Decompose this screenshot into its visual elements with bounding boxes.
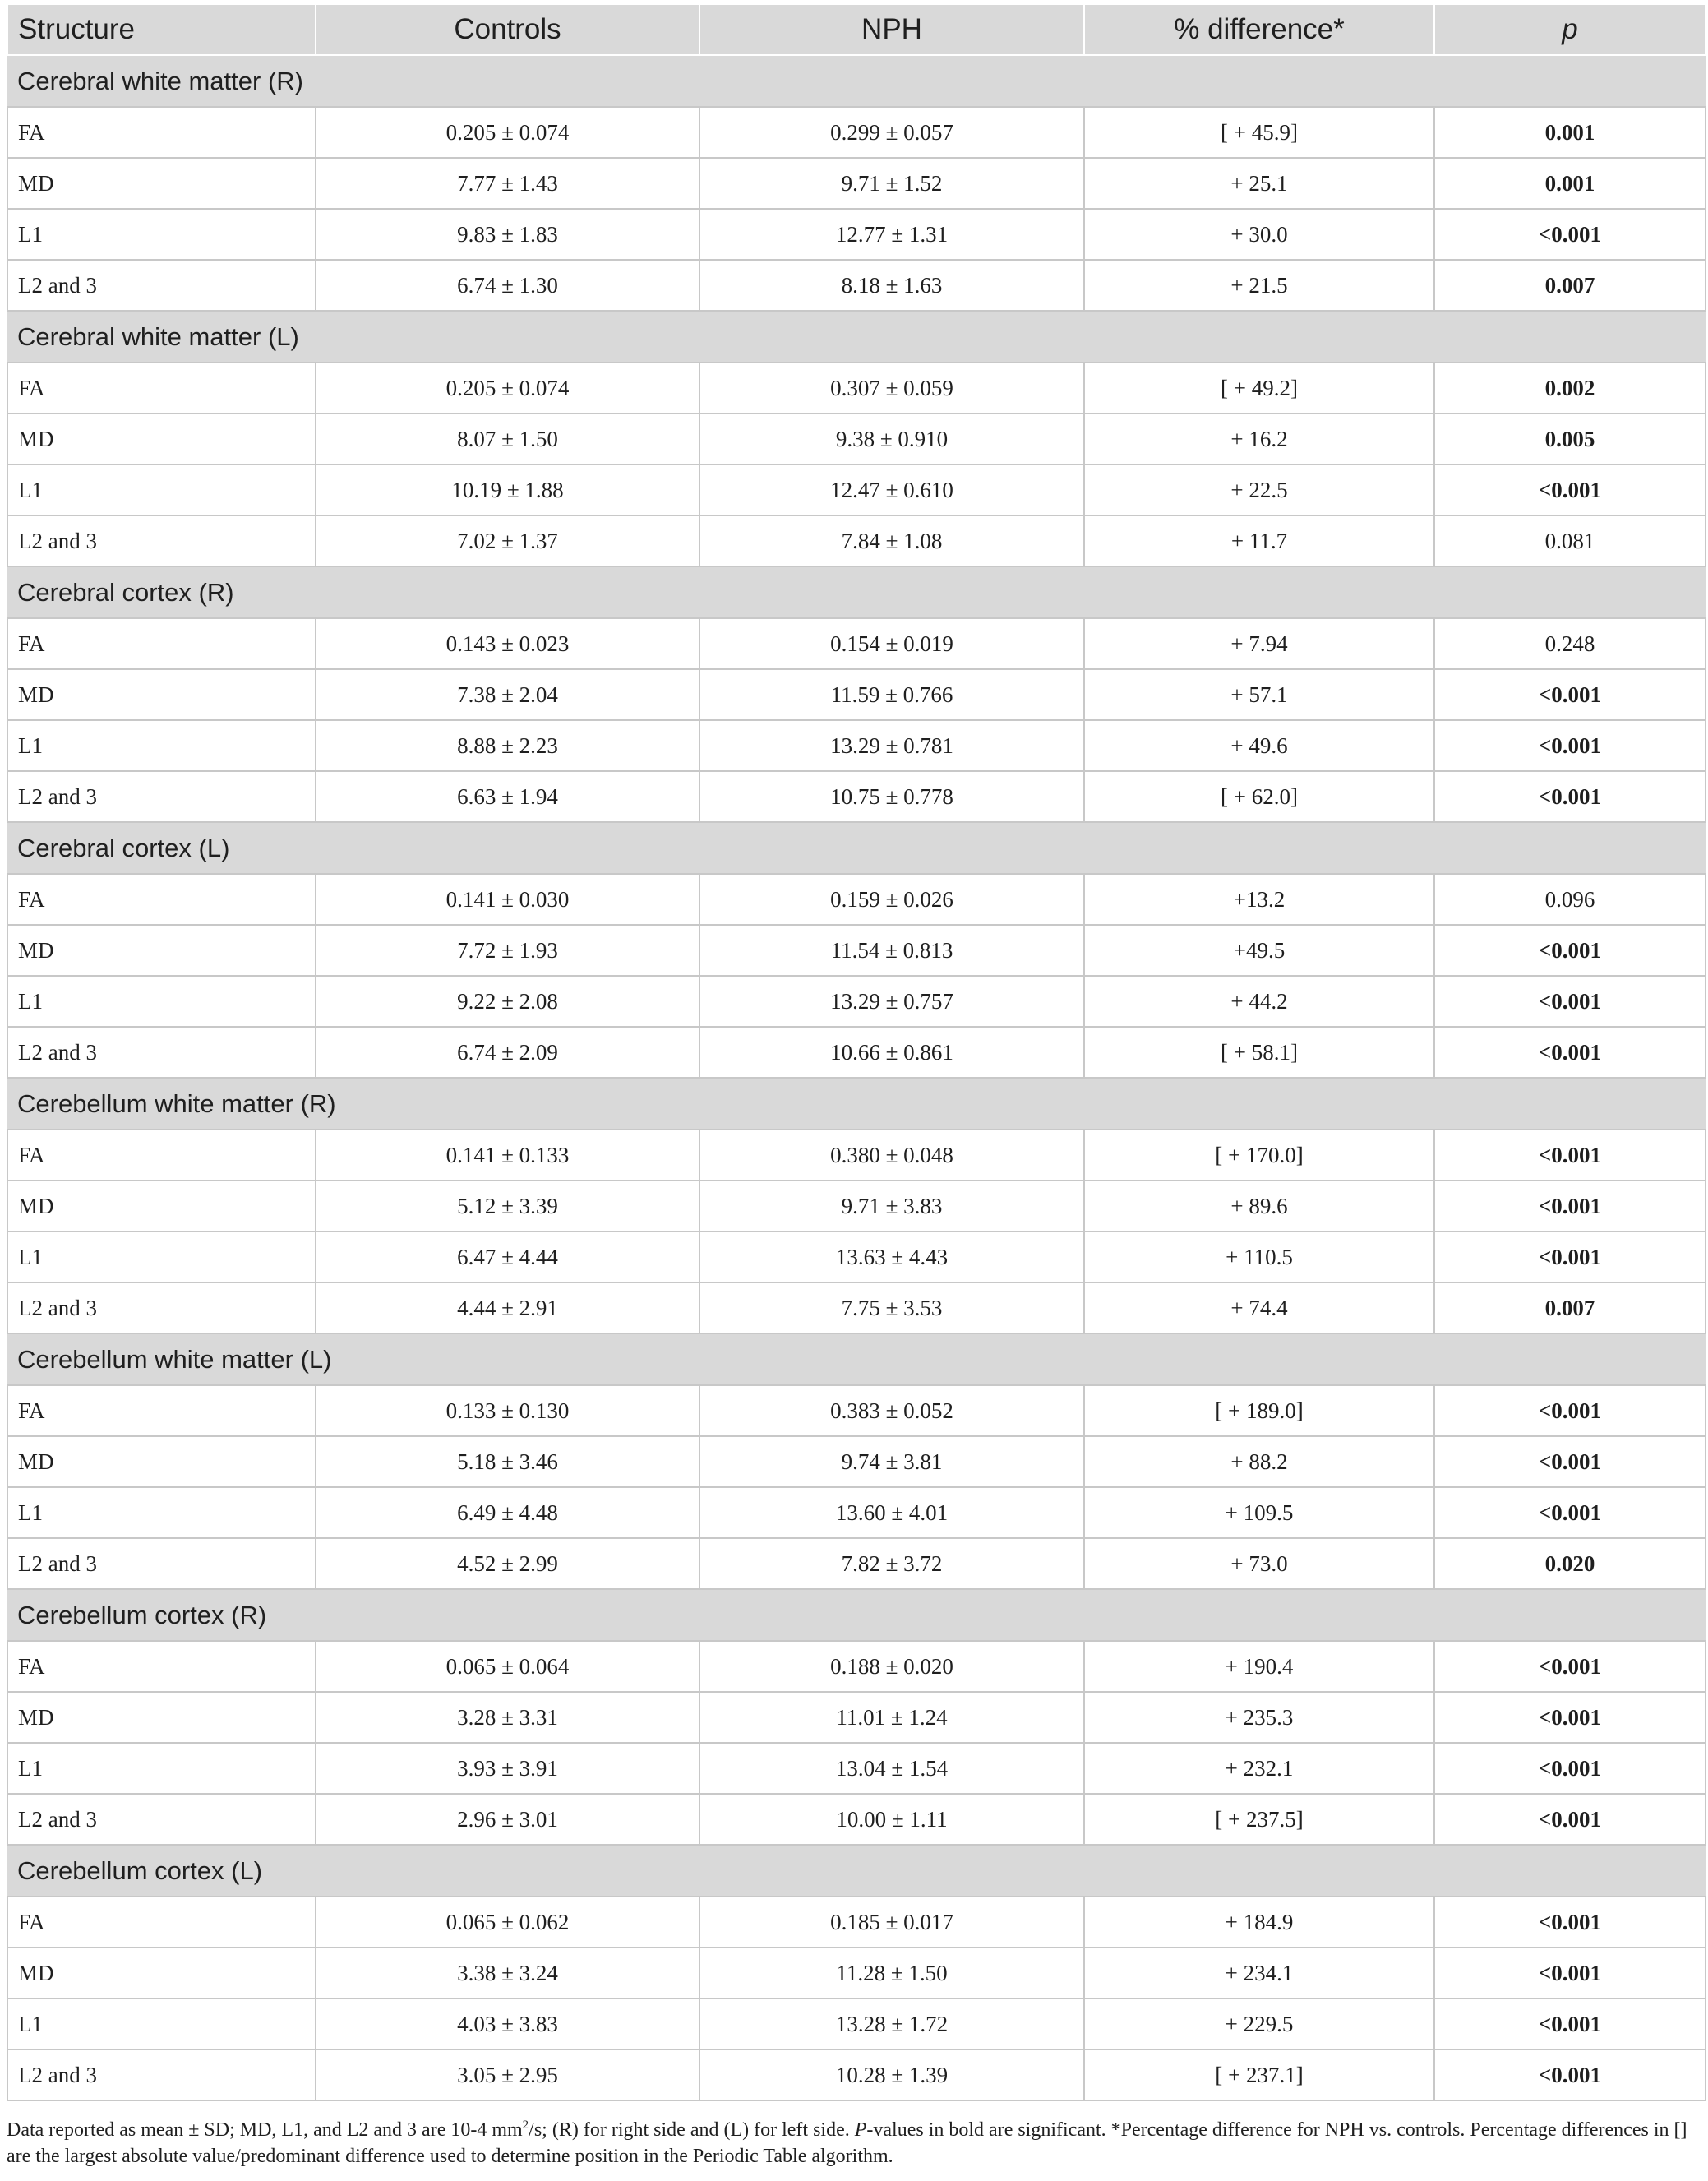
- controls-cell: 7.77 ± 1.43: [316, 158, 699, 209]
- table-row: [7, 618, 1706, 669]
- table-row: [7, 669, 1706, 720]
- difference-cell: + 110.5: [1084, 1231, 1434, 1282]
- difference-cell: + 57.1: [1084, 669, 1434, 720]
- controls-cell: 5.12 ± 3.39: [316, 1181, 699, 1231]
- controls-cell: 3.05 ± 2.95: [316, 2049, 699, 2100]
- group-title: Cerebellum cortex (L): [7, 1845, 1706, 1897]
- metric-cell: L1: [7, 209, 316, 260]
- nph-cell: 0.383 ± 0.052: [699, 1385, 1084, 1436]
- difference-cell: + 190.4: [1084, 1641, 1434, 1692]
- footnote-p-italic: P: [854, 2119, 867, 2141]
- nph-cell: 10.66 ± 0.861: [699, 1027, 1084, 1078]
- controls-cell: 2.96 ± 3.01: [316, 1794, 699, 1845]
- p-value-cell: 0.001: [1434, 158, 1706, 209]
- p-value-cell: 0.248: [1434, 618, 1706, 669]
- nph-cell: 9.71 ± 3.83: [699, 1181, 1084, 1231]
- difference-cell: + 30.0: [1084, 209, 1434, 260]
- p-value-cell: 0.007: [1434, 260, 1706, 311]
- group-header-row: [7, 55, 1706, 107]
- table-row: [7, 1692, 1706, 1743]
- p-value-cell: 0.001: [1434, 107, 1706, 158]
- difference-cell: + 25.1: [1084, 158, 1434, 209]
- metric-cell: FA: [7, 363, 316, 414]
- table-row: [7, 107, 1706, 158]
- nph-cell: 7.84 ± 1.08: [699, 515, 1084, 566]
- controls-cell: 3.93 ± 3.91: [316, 1743, 699, 1794]
- metric-cell: L2 and 3: [7, 515, 316, 566]
- p-value-cell: <0.001: [1434, 1231, 1706, 1282]
- group-title: Cerebral cortex (R): [7, 566, 1706, 618]
- difference-cell: + 44.2: [1084, 976, 1434, 1027]
- controls-cell: 4.03 ± 3.83: [316, 1998, 699, 2049]
- controls-cell: 0.143 ± 0.023: [316, 618, 699, 669]
- nph-cell: 9.71 ± 1.52: [699, 158, 1084, 209]
- p-value-cell: <0.001: [1434, 771, 1706, 822]
- controls-cell: 0.141 ± 0.133: [316, 1130, 699, 1181]
- p-value-cell: <0.001: [1434, 1692, 1706, 1743]
- table-row: [7, 1998, 1706, 2049]
- table-row: [7, 2049, 1706, 2100]
- nph-cell: 10.28 ± 1.39: [699, 2049, 1084, 2100]
- p-value-cell: <0.001: [1434, 720, 1706, 771]
- difference-cell: + 234.1: [1084, 1948, 1434, 1998]
- table-footnote: [7, 2117, 1705, 2169]
- data-table-container: [7, 3, 1705, 2101]
- header-difference: % difference*: [1084, 4, 1434, 55]
- difference-cell: [ + 170.0]: [1084, 1130, 1434, 1181]
- group-title: Cerebellum white matter (R): [7, 1078, 1706, 1130]
- nph-cell: 10.75 ± 0.778: [699, 771, 1084, 822]
- header-nph: NPH: [699, 4, 1084, 55]
- metric-cell: L1: [7, 720, 316, 771]
- p-value-cell: 0.007: [1434, 1282, 1706, 1333]
- difference-cell: + 74.4: [1084, 1282, 1434, 1333]
- metric-cell: L2 and 3: [7, 1538, 316, 1589]
- footnote-text-2: /s; (R) for right side and (L) for left side.: [529, 2119, 855, 2141]
- metric-cell: FA: [7, 1641, 316, 1692]
- difference-cell: [ + 49.2]: [1084, 363, 1434, 414]
- difference-cell: [ + 45.9]: [1084, 107, 1434, 158]
- metric-cell: MD: [7, 1181, 316, 1231]
- header-p-value: p: [1434, 4, 1706, 55]
- table-row: [7, 771, 1706, 822]
- controls-cell: 6.74 ± 2.09: [316, 1027, 699, 1078]
- p-value-cell: <0.001: [1434, 1181, 1706, 1231]
- p-value-cell: <0.001: [1434, 2049, 1706, 2100]
- table-row: [7, 1743, 1706, 1794]
- p-value-cell: <0.001: [1434, 1998, 1706, 2049]
- p-value-cell: <0.001: [1434, 464, 1706, 515]
- nph-cell: 12.77 ± 1.31: [699, 209, 1084, 260]
- metric-cell: L1: [7, 1487, 316, 1538]
- nph-cell: 0.154 ± 0.019: [699, 618, 1084, 669]
- metric-cell: L1: [7, 976, 316, 1027]
- p-value-cell: <0.001: [1434, 1027, 1706, 1078]
- table-row: [7, 1948, 1706, 1998]
- table-row: [7, 1231, 1706, 1282]
- nph-cell: 0.307 ± 0.059: [699, 363, 1084, 414]
- controls-cell: 6.49 ± 4.48: [316, 1487, 699, 1538]
- difference-cell: + 235.3: [1084, 1692, 1434, 1743]
- nph-cell: 0.380 ± 0.048: [699, 1130, 1084, 1181]
- difference-cell: [ + 189.0]: [1084, 1385, 1434, 1436]
- group-header-row: [7, 1589, 1706, 1641]
- difference-cell: + 21.5: [1084, 260, 1434, 311]
- metric-cell: FA: [7, 1130, 316, 1181]
- group-title: Cerebral cortex (L): [7, 822, 1706, 874]
- footnote-superscript: 2: [522, 2119, 529, 2132]
- table-row: [7, 1794, 1706, 1845]
- metric-cell: MD: [7, 1436, 316, 1487]
- controls-cell: 0.065 ± 0.064: [316, 1641, 699, 1692]
- controls-cell: 4.44 ± 2.91: [316, 1282, 699, 1333]
- header-structure: Structure: [7, 4, 316, 55]
- p-value-cell: <0.001: [1434, 925, 1706, 976]
- controls-cell: 6.63 ± 1.94: [316, 771, 699, 822]
- difference-cell: + 229.5: [1084, 1998, 1434, 2049]
- nph-cell: 9.74 ± 3.81: [699, 1436, 1084, 1487]
- controls-cell: 0.065 ± 0.062: [316, 1897, 699, 1948]
- difference-cell: + 22.5: [1084, 464, 1434, 515]
- controls-cell: 3.28 ± 3.31: [316, 1692, 699, 1743]
- table-row: [7, 260, 1706, 311]
- nph-cell: 13.28 ± 1.72: [699, 1998, 1084, 2049]
- group-header-row: [7, 1078, 1706, 1130]
- table-row: [7, 925, 1706, 976]
- p-value-cell: <0.001: [1434, 1130, 1706, 1181]
- controls-cell: 0.205 ± 0.074: [316, 363, 699, 414]
- metric-cell: L1: [7, 1231, 316, 1282]
- controls-cell: 8.07 ± 1.50: [316, 414, 699, 464]
- controls-cell: 8.88 ± 2.23: [316, 720, 699, 771]
- metric-cell: MD: [7, 669, 316, 720]
- p-value-cell: <0.001: [1434, 209, 1706, 260]
- difference-cell: [ + 62.0]: [1084, 771, 1434, 822]
- difference-cell: [ + 237.5]: [1084, 1794, 1434, 1845]
- nph-cell: 11.54 ± 0.813: [699, 925, 1084, 976]
- controls-cell: 7.38 ± 2.04: [316, 669, 699, 720]
- nph-cell: 13.63 ± 4.43: [699, 1231, 1084, 1282]
- difference-cell: + 184.9: [1084, 1897, 1434, 1948]
- difference-cell: + 109.5: [1084, 1487, 1434, 1538]
- difference-cell: +49.5: [1084, 925, 1434, 976]
- table-row: [7, 874, 1706, 925]
- metric-cell: L2 and 3: [7, 1282, 316, 1333]
- p-value-cell: <0.001: [1434, 1385, 1706, 1436]
- table-header-row: [7, 4, 1706, 55]
- difference-cell: + 73.0: [1084, 1538, 1434, 1589]
- p-value-cell: <0.001: [1434, 669, 1706, 720]
- metric-cell: L2 and 3: [7, 260, 316, 311]
- nph-cell: 11.01 ± 1.24: [699, 1692, 1084, 1743]
- table-row: [7, 1385, 1706, 1436]
- table-row: [7, 1027, 1706, 1078]
- table-row: [7, 1436, 1706, 1487]
- group-title: Cerebellum white matter (L): [7, 1333, 1706, 1385]
- metric-cell: MD: [7, 414, 316, 464]
- group-header-row: [7, 822, 1706, 874]
- group-title: Cerebral white matter (R): [7, 55, 1706, 107]
- table-row: [7, 1130, 1706, 1181]
- metric-cell: FA: [7, 107, 316, 158]
- controls-cell: 0.141 ± 0.030: [316, 874, 699, 925]
- metric-cell: MD: [7, 1948, 316, 1998]
- nph-cell: 0.159 ± 0.026: [699, 874, 1084, 925]
- table-row: [7, 1487, 1706, 1538]
- group-title: Cerebellum cortex (R): [7, 1589, 1706, 1641]
- difference-cell: + 88.2: [1084, 1436, 1434, 1487]
- table-row: [7, 1181, 1706, 1231]
- nph-cell: 7.75 ± 3.53: [699, 1282, 1084, 1333]
- p-value-cell: 0.081: [1434, 515, 1706, 566]
- table-row: [7, 1282, 1706, 1333]
- metric-cell: L2 and 3: [7, 1027, 316, 1078]
- footnote-text-3: -values in bold are significant. *Percentage difference for NPH vs. controls. Percentage differences in [] are the largest absolute value/predominant difference used to determine position in the Periodic Table algorithm.: [7, 2119, 1687, 2167]
- nph-cell: 9.38 ± 0.910: [699, 414, 1084, 464]
- nph-cell: 13.60 ± 4.01: [699, 1487, 1084, 1538]
- data-table: [7, 3, 1706, 2101]
- footnote-text-1: Data reported as mean ± SD; MD, L1, and L2 and 3 are 10-4 mm: [7, 2119, 523, 2141]
- controls-cell: 0.205 ± 0.074: [316, 107, 699, 158]
- table-row: [7, 515, 1706, 566]
- table-row: [7, 363, 1706, 414]
- controls-cell: 6.74 ± 1.30: [316, 260, 699, 311]
- nph-cell: 0.299 ± 0.057: [699, 107, 1084, 158]
- table-row: [7, 158, 1706, 209]
- metric-cell: L2 and 3: [7, 771, 316, 822]
- metric-cell: FA: [7, 1897, 316, 1948]
- controls-cell: 10.19 ± 1.88: [316, 464, 699, 515]
- metric-cell: L1: [7, 1743, 316, 1794]
- nph-cell: 10.00 ± 1.11: [699, 1794, 1084, 1845]
- metric-cell: L1: [7, 464, 316, 515]
- controls-cell: 7.02 ± 1.37: [316, 515, 699, 566]
- table-row: [7, 464, 1706, 515]
- difference-cell: + 89.6: [1084, 1181, 1434, 1231]
- nph-cell: 13.29 ± 0.781: [699, 720, 1084, 771]
- difference-cell: + 232.1: [1084, 1743, 1434, 1794]
- difference-cell: + 7.94: [1084, 618, 1434, 669]
- nph-cell: 8.18 ± 1.63: [699, 260, 1084, 311]
- table-row: [7, 720, 1706, 771]
- controls-cell: 4.52 ± 2.99: [316, 1538, 699, 1589]
- nph-cell: 12.47 ± 0.610: [699, 464, 1084, 515]
- nph-cell: 0.188 ± 0.020: [699, 1641, 1084, 1692]
- table-row: [7, 414, 1706, 464]
- table-body: [7, 55, 1706, 2100]
- metric-cell: FA: [7, 874, 316, 925]
- metric-cell: MD: [7, 158, 316, 209]
- p-value-cell: <0.001: [1434, 1948, 1706, 1998]
- p-value-cell: 0.096: [1434, 874, 1706, 925]
- table-row: [7, 1538, 1706, 1589]
- controls-cell: 3.38 ± 3.24: [316, 1948, 699, 1998]
- table-row: [7, 1641, 1706, 1692]
- group-header-row: [7, 1333, 1706, 1385]
- metric-cell: FA: [7, 1385, 316, 1436]
- group-title: Cerebral white matter (L): [7, 311, 1706, 363]
- controls-cell: 5.18 ± 3.46: [316, 1436, 699, 1487]
- controls-cell: 9.83 ± 1.83: [316, 209, 699, 260]
- p-value-cell: <0.001: [1434, 1743, 1706, 1794]
- table-row: [7, 1897, 1706, 1948]
- nph-cell: 11.59 ± 0.766: [699, 669, 1084, 720]
- p-value-cell: <0.001: [1434, 1436, 1706, 1487]
- controls-cell: 6.47 ± 4.44: [316, 1231, 699, 1282]
- nph-cell: 0.185 ± 0.017: [699, 1897, 1084, 1948]
- nph-cell: 11.28 ± 1.50: [699, 1948, 1084, 1998]
- group-header-row: [7, 1845, 1706, 1897]
- metric-cell: L2 and 3: [7, 2049, 316, 2100]
- difference-cell: [ + 58.1]: [1084, 1027, 1434, 1078]
- difference-cell: + 49.6: [1084, 720, 1434, 771]
- table-row: [7, 209, 1706, 260]
- p-value-cell: 0.002: [1434, 363, 1706, 414]
- header-controls: Controls: [316, 4, 699, 55]
- controls-cell: 9.22 ± 2.08: [316, 976, 699, 1027]
- metric-cell: FA: [7, 618, 316, 669]
- controls-cell: 7.72 ± 1.93: [316, 925, 699, 976]
- nph-cell: 13.04 ± 1.54: [699, 1743, 1084, 1794]
- metric-cell: MD: [7, 925, 316, 976]
- metric-cell: L1: [7, 1998, 316, 2049]
- nph-cell: 13.29 ± 0.757: [699, 976, 1084, 1027]
- nph-cell: 7.82 ± 3.72: [699, 1538, 1084, 1589]
- difference-cell: [ + 237.1]: [1084, 2049, 1434, 2100]
- p-value-cell: 0.005: [1434, 414, 1706, 464]
- group-header-row: [7, 311, 1706, 363]
- p-value-cell: <0.001: [1434, 1487, 1706, 1538]
- controls-cell: 0.133 ± 0.130: [316, 1385, 699, 1436]
- difference-cell: + 16.2: [1084, 414, 1434, 464]
- difference-cell: + 11.7: [1084, 515, 1434, 566]
- p-value-cell: 0.020: [1434, 1538, 1706, 1589]
- p-value-cell: <0.001: [1434, 1641, 1706, 1692]
- p-value-cell: <0.001: [1434, 1897, 1706, 1948]
- table-row: [7, 976, 1706, 1027]
- p-value-cell: <0.001: [1434, 1794, 1706, 1845]
- metric-cell: MD: [7, 1692, 316, 1743]
- metric-cell: L2 and 3: [7, 1794, 316, 1845]
- difference-cell: +13.2: [1084, 874, 1434, 925]
- group-header-row: [7, 566, 1706, 618]
- p-value-cell: <0.001: [1434, 976, 1706, 1027]
